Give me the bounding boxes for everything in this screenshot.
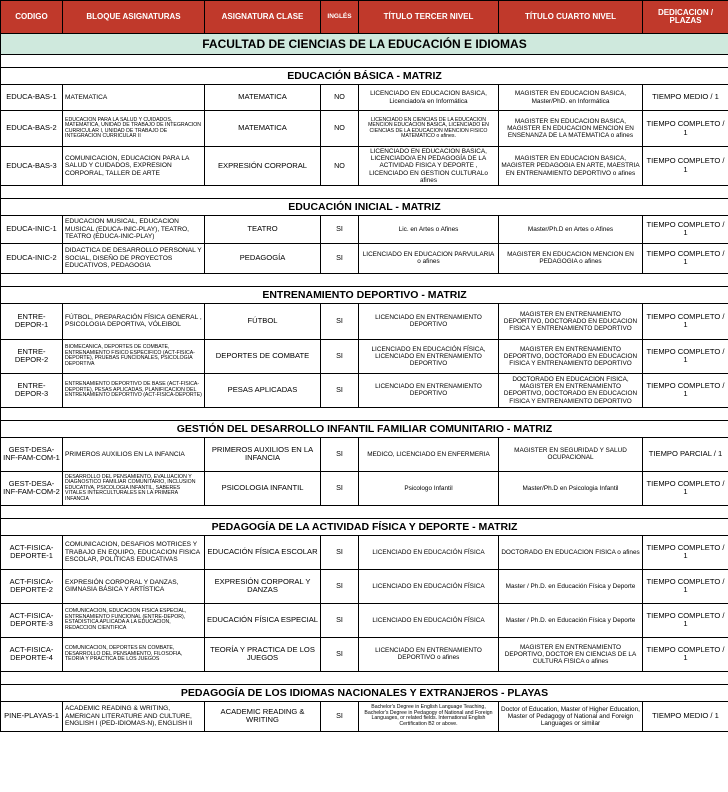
row-titulo-cuarto-nivel: Master/Ph.D en Psicologia Infantil — [499, 471, 643, 505]
row-code: ENTRE-DEPOR-3 — [1, 373, 63, 407]
row-ingles: SI — [321, 339, 359, 373]
table-row — [1, 147, 728, 186]
header-dedicacion: DEDICACION / PLAZAS — [643, 1, 728, 34]
row-bloque-asignaturas: DESARROLLO DEL PENSAMIENTO, EVALUACION Y DIAGNOSTICO FAMILIAR COMUNITARIO, INCLUSION EDUCATIVA, PSICOLOGIA INFANTIL, SABERES VITALES INTERCULTURALES EN LA PRIMERA INFANCIA — [63, 471, 205, 505]
row-titulo-tercer-nivel: LICENCIADO EN EDUCACION BASICA, Licenciado/a en Informática — [359, 85, 499, 111]
table-row — [1, 535, 728, 569]
row-titulo-cuarto-nivel: MAGISTER EN ENTRENAMIENTO DEPORTIVO, DOCTORADO EN EDUCACION FISICA Y ENTRENAMIENTO DEPORTIVO — [499, 303, 643, 339]
row-titulo-tercer-nivel: LICENCIADO EN ENTRENAMIENTO DEPORTIVO — [359, 373, 499, 407]
row-bloque-asignaturas: BIOMECANICA, DEPORTES DE COMBATE, ENTRENAMIENTO FISICO ESPECIFICO (ACT-FISICA-DEPORTE), PRUEBAS FUNCIONALES, PSICOLOGIA DEPORTIVA — [63, 339, 205, 373]
header-clase: ASIGNATURA CLASE — [205, 1, 321, 34]
table-row — [1, 471, 728, 505]
section-title-row — [1, 684, 728, 701]
row-bloque-asignaturas: COMUNICACION, EDUCACION PARA LA SALUD Y CUIDADOS, EXPRESION CORPORAL, TALLER DE ARTE — [63, 147, 205, 186]
row-asignatura-clase: MATEMATICA — [205, 111, 321, 147]
row-asignatura-clase: TEORÍA Y PRACTICA DE LOS JUEGOS — [205, 637, 321, 671]
row-titulo-tercer-nivel: MEDICO, LICENCIADO EN ENFERMERIA — [359, 437, 499, 471]
row-code: PINE-PLAYAS-1 — [1, 701, 63, 731]
row-titulo-tercer-nivel: Psicologo Infantil — [359, 471, 499, 505]
row-dedicacion: TIEMPO COMPLETO / 1 — [643, 147, 728, 186]
header-tercer: TÍTULO TERCER NIVEL — [359, 1, 499, 34]
spacer-cell — [1, 185, 728, 198]
header-row — [1, 1, 728, 34]
row-ingles: SI — [321, 303, 359, 339]
table-row — [1, 243, 728, 273]
spacer-cell — [1, 505, 728, 518]
header-ingles: INGLÉS — [321, 1, 359, 34]
table-row — [1, 603, 728, 637]
row-ingles: SI — [321, 569, 359, 603]
row-titulo-cuarto-nivel: Doctor of Education, Master of Higher Education, Master of Pedagogy of National and Foreign Languages or similar — [499, 701, 643, 731]
row-titulo-cuarto-nivel: DOCTORADO EN EDUCACION FISICA o afines — [499, 535, 643, 569]
row-titulo-cuarto-nivel: MAGISTER EN EDUCACION BASICA, Master/PhD. en Informática — [499, 85, 643, 111]
row-dedicacion: TIEMPO COMPLETO / 1 — [643, 637, 728, 671]
table-row — [1, 85, 728, 111]
row-ingles: NO — [321, 147, 359, 186]
section-spacer — [1, 55, 728, 68]
row-titulo-tercer-nivel: LICENCIADO EN ENTRENAMIENTO DEPORTIVO o afines — [359, 637, 499, 671]
table-row — [1, 569, 728, 603]
row-titulo-tercer-nivel: LICENCIADO EN CIENCIAS DE LA EDUCACION MENCION EDUCACION BASICA, LICENCIADO EN CIENCIAS DE LA EDUCACION MENCION FISICO MATEMATICO o afines. — [359, 111, 499, 147]
row-code: GEST-DESA-INF-FAM-COM-1 — [1, 437, 63, 471]
row-ingles: SI — [321, 215, 359, 243]
row-code: EDUCA-BAS-3 — [1, 147, 63, 186]
row-bloque-asignaturas: ENTRENAMIENTO DEPORTIVO DE BASE (ACT-FISICA-DEPORTE), PESAS APLICADAS, PLANIFICACION DEL ENTRENAMIENTO DEPORTIVO (ACT-FISICA-DEPORTE) — [63, 373, 205, 407]
table-row — [1, 701, 728, 731]
row-asignatura-clase: DEPORTES DE COMBATE — [205, 339, 321, 373]
header-bloque: BLOQUE ASIGNATURAS — [63, 1, 205, 34]
row-code: EDUCA-BAS-2 — [1, 111, 63, 147]
row-titulo-tercer-nivel: LICENCIADO EN EDUCACIÓN FÍSICA — [359, 569, 499, 603]
table-row — [1, 437, 728, 471]
row-ingles: NO — [321, 85, 359, 111]
section-spacer — [1, 273, 728, 286]
section-title-row — [1, 68, 728, 85]
row-asignatura-clase: EXPRESIÓN CORPORAL — [205, 147, 321, 186]
row-ingles: SI — [321, 437, 359, 471]
row-code: EDUCA-INIC-1 — [1, 215, 63, 243]
row-code: EDUCA-BAS-1 — [1, 85, 63, 111]
row-bloque-asignaturas: PRIMEROS AUXILIOS EN LA INFANCIA — [63, 437, 205, 471]
row-titulo-tercer-nivel: LICENCIADO EN EDUCACIÓN FÍSICA, LICENCIADO EN ENTRENAMIENTO DEPORTIVO — [359, 339, 499, 373]
row-bloque-asignaturas: FÚTBOL, PREPARACIÓN FÍSICA GENERAL , PSICOLOGIA DEPORTIVA, VÓLEIBOL — [63, 303, 205, 339]
row-code: ENTRE-DEPOR-2 — [1, 339, 63, 373]
section-title: EDUCACIÓN INICIAL - MATRIZ — [1, 198, 728, 215]
row-dedicacion: TIEMPO COMPLETO / 1 — [643, 339, 728, 373]
row-asignatura-clase: PSICOLOGIA INFANTIL — [205, 471, 321, 505]
row-asignatura-clase: EDUCACIÓN FÍSICA ESCOLAR — [205, 535, 321, 569]
row-asignatura-clase: PEDAGOGÍA — [205, 243, 321, 273]
row-titulo-tercer-nivel: LICENCIADO EN ENTRENAMIENTO DEPORTIVO — [359, 303, 499, 339]
header-cuarto: TÍTULO CUARTO NIVEL — [499, 1, 643, 34]
section-spacer — [1, 505, 728, 518]
row-bloque-asignaturas: COMUNICACION, EDUCACION FISICA ESPECIAL, ENTRENAMIENTO FUNCIONAL (ENTRE-DEPOR), ESTADISTICA APLICADA A LA EDUCACION, REDACCION CIENTIFICA — [63, 603, 205, 637]
table-row — [1, 339, 728, 373]
row-asignatura-clase: EDUCACIÓN FÍSICA ESPECIAL — [205, 603, 321, 637]
spacer-cell — [1, 407, 728, 420]
section-title: ENTRENAMIENTO DEPORTIVO - MATRIZ — [1, 286, 728, 303]
table-row — [1, 303, 728, 339]
section-title: PEDAGOGÍA DE LA ACTIVIDAD FÍSICA Y DEPORTE - MATRIZ — [1, 518, 728, 535]
row-dedicacion: TIEMPO COMPLETO / 1 — [643, 111, 728, 147]
row-dedicacion: TIEMPO COMPLETO / 1 — [643, 535, 728, 569]
row-titulo-tercer-nivel: LICENCIADO EN EDUCACION PARVULARIA o afines — [359, 243, 499, 273]
row-dedicacion: TIEMPO COMPLETO / 1 — [643, 471, 728, 505]
row-titulo-tercer-nivel: LICENCIADO EN EDUCACIÓN FÍSICA — [359, 603, 499, 637]
spacer-cell — [1, 671, 728, 684]
row-bloque-asignaturas: EDUCACION MUSICAL, EDUCACION MUSICAL (EDUCA-INIC-PLAY), TEATRO, TEATRO (EDUCA-INIC-PLAY) — [63, 215, 205, 243]
row-titulo-tercer-nivel: Bachelor's Degree in English Language Teaching, Bachelor's Degree in Pedagogy of National and Foreign Languages, or related fields. International English Certification B2 or above. — [359, 701, 499, 731]
section-title-row — [1, 286, 728, 303]
header-codigo: CODIGO — [1, 1, 63, 34]
row-titulo-cuarto-nivel: MAGISTER EN ENTRENAMIENTO DEPORTIVO, DOCTOR EN CIENCIAS DE LA CULTURA FISICA o afines — [499, 637, 643, 671]
table-row — [1, 637, 728, 671]
row-dedicacion: TIEMPO COMPLETO / 1 — [643, 373, 728, 407]
row-bloque-asignaturas: COMUNICACION, DEPORTES EN COMBATE, DESARROLLO DEL PENSAMIENTO, FILOSOFIA, TEORIA Y PRACTICA DE LOS JUEGOS — [63, 637, 205, 671]
row-asignatura-clase: MATEMATICA — [205, 85, 321, 111]
section-spacer — [1, 185, 728, 198]
row-code: ACT-FISICA-DEPORTE-3 — [1, 603, 63, 637]
row-bloque-asignaturas: DIDACTICA DE DESARROLLO PERSONAL Y SOCIAL, DISEÑO DE PROYECTOS EDUCATIVOS, PEDAGOGIA — [63, 243, 205, 273]
row-dedicacion: TIEMPO MEDIO / 1 — [643, 85, 728, 111]
row-asignatura-clase: PESAS APLICADAS — [205, 373, 321, 407]
row-bloque-asignaturas: ACADEMIC READING & WRITING, AMERICAN LITERATURE AND CULTURE, ENGLISH I (PED-IDIOMAS-N), ENGLISH II — [63, 701, 205, 731]
row-dedicacion: TIEMPO COMPLETO / 1 — [643, 215, 728, 243]
table-row — [1, 373, 728, 407]
row-titulo-tercer-nivel: LICENCIADO EN EDUCACION BASICA, LICENCIADO/A EN PEDAGOGÍA DE LA ACTIVIDAD FISICA Y DEPORTE , LICENCIADO EN GESTION CULTURALo afines — [359, 147, 499, 186]
section-title: EDUCACIÓN BÁSICA - MATRIZ — [1, 68, 728, 85]
row-dedicacion: TIEMPO COMPLETO / 1 — [643, 243, 728, 273]
row-asignatura-clase: ACADEMIC READING & WRITING — [205, 701, 321, 731]
faculty-title: FACULTAD DE CIENCIAS DE LA EDUCACIÓN E IDIOMAS — [1, 34, 728, 55]
row-ingles: SI — [321, 637, 359, 671]
row-titulo-cuarto-nivel: DOCTORADO EN EDUCACION FISICA, MAGISTER EN ENTRENAMIENTO DEPORTIVO, DOCTORADO EN EDUCACION FISICA Y ENTRENAMIENTO DEPORTIVO — [499, 373, 643, 407]
row-ingles: SI — [321, 373, 359, 407]
row-ingles: SI — [321, 535, 359, 569]
row-ingles: SI — [321, 471, 359, 505]
row-asignatura-clase: FÚTBOL — [205, 303, 321, 339]
row-titulo-cuarto-nivel: MAGISTER EN ENTRENAMIENTO DEPORTIVO, DOCTORADO EN EDUCACION FISICA Y ENTRENAMIENTO DEPORTIVO — [499, 339, 643, 373]
row-titulo-cuarto-nivel: MAGISTER EN EDUCACION MENCION EN PEDAGOGIA o afines — [499, 243, 643, 273]
section-title: GESTIÓN DEL DESARROLLO INFANTIL FAMILIAR COMUNITARIO - MATRIZ — [1, 420, 728, 437]
section-title-row — [1, 518, 728, 535]
table-row — [1, 215, 728, 243]
section-spacer — [1, 407, 728, 420]
row-bloque-asignaturas: EXPRESIÓN CORPORAL Y DANZAS, GIMNASIA BÁSICA Y ARTÍSTICA — [63, 569, 205, 603]
row-titulo-cuarto-nivel: MAGISTER EN EDUCACION BASICA, MAGISTER EN EDUCACION MENCION EN ENSENANZA DE LA MATEMATICA o afines — [499, 111, 643, 147]
row-asignatura-clase: EXPRESIÓN CORPORAL Y DANZAS — [205, 569, 321, 603]
row-dedicacion: TIEMPO MEDIO / 1 — [643, 701, 728, 731]
table-row — [1, 111, 728, 147]
row-ingles: NO — [321, 111, 359, 147]
row-dedicacion: TIEMPO COMPLETO / 1 — [643, 569, 728, 603]
row-code: ENTRE-DEPOR-1 — [1, 303, 63, 339]
row-ingles: SI — [321, 701, 359, 731]
row-titulo-cuarto-nivel: Master / Ph.D. en Educación Física y Deporte — [499, 603, 643, 637]
row-ingles: SI — [321, 243, 359, 273]
section-title-row — [1, 420, 728, 437]
row-dedicacion: TIEMPO PARCIAL / 1 — [643, 437, 728, 471]
row-code: ACT-FISICA-DEPORTE-1 — [1, 535, 63, 569]
faculty-row — [1, 34, 728, 55]
row-bloque-asignaturas: EDUCACION PARA LA SALUD Y CUIDADOS, MATEMATICA, UNIDAD DE TRABAJO DE INTEGRACION CURRICULAR I, UNIDAD DE TRABAJO DE INTEGRACION CURRICULAR II — [63, 111, 205, 147]
row-dedicacion: TIEMPO COMPLETO / 1 — [643, 603, 728, 637]
row-asignatura-clase: PRIMEROS AUXILIOS EN LA INFANCIA — [205, 437, 321, 471]
row-code: GEST-DESA-INF-FAM-COM-2 — [1, 471, 63, 505]
row-titulo-tercer-nivel: LICENCIADO EN EDUCACIÓN FÍSICA — [359, 535, 499, 569]
row-bloque-asignaturas: COMUNICACION, DESAFIOS MOTRICES Y TRABAJO EN EQUIPO, EDUCACION FISICA ESCOLAR, POLITICAS EDUCATIVAS — [63, 535, 205, 569]
section-title-row — [1, 198, 728, 215]
row-asignatura-clase: TEATRO — [205, 215, 321, 243]
row-titulo-cuarto-nivel: Master / Ph.D. en Educación Física y Deporte — [499, 569, 643, 603]
spacer-cell — [1, 273, 728, 286]
row-titulo-cuarto-nivel: MAGISTER EN SEGURIDAD Y SALUD OCUPACIONAL — [499, 437, 643, 471]
row-titulo-cuarto-nivel: MAGISTER EN EDUCACION BASICA, MAGISTER PEDAGOGIA EN ARTE, MAESTRIA EN ENTRENAMIENTO DEPORTIVO o afines — [499, 147, 643, 186]
row-titulo-cuarto-nivel: Master/Ph.D en Artes o Afines — [499, 215, 643, 243]
row-bloque-asignaturas: MATEMATICA — [63, 85, 205, 111]
row-code: ACT-FISICA-DEPORTE-2 — [1, 569, 63, 603]
section-title: PEDAGOGÍA DE LOS IDIOMAS NACIONALES Y EXTRANJEROS - PLAYAS — [1, 684, 728, 701]
row-ingles: SI — [321, 603, 359, 637]
row-code: EDUCA-INIC-2 — [1, 243, 63, 273]
row-code: ACT-FISICA-DEPORTE-4 — [1, 637, 63, 671]
spacer-cell — [1, 55, 728, 68]
row-dedicacion: TIEMPO COMPLETO / 1 — [643, 303, 728, 339]
row-titulo-tercer-nivel: Lic. en Artes o Afines — [359, 215, 499, 243]
section-spacer — [1, 671, 728, 684]
